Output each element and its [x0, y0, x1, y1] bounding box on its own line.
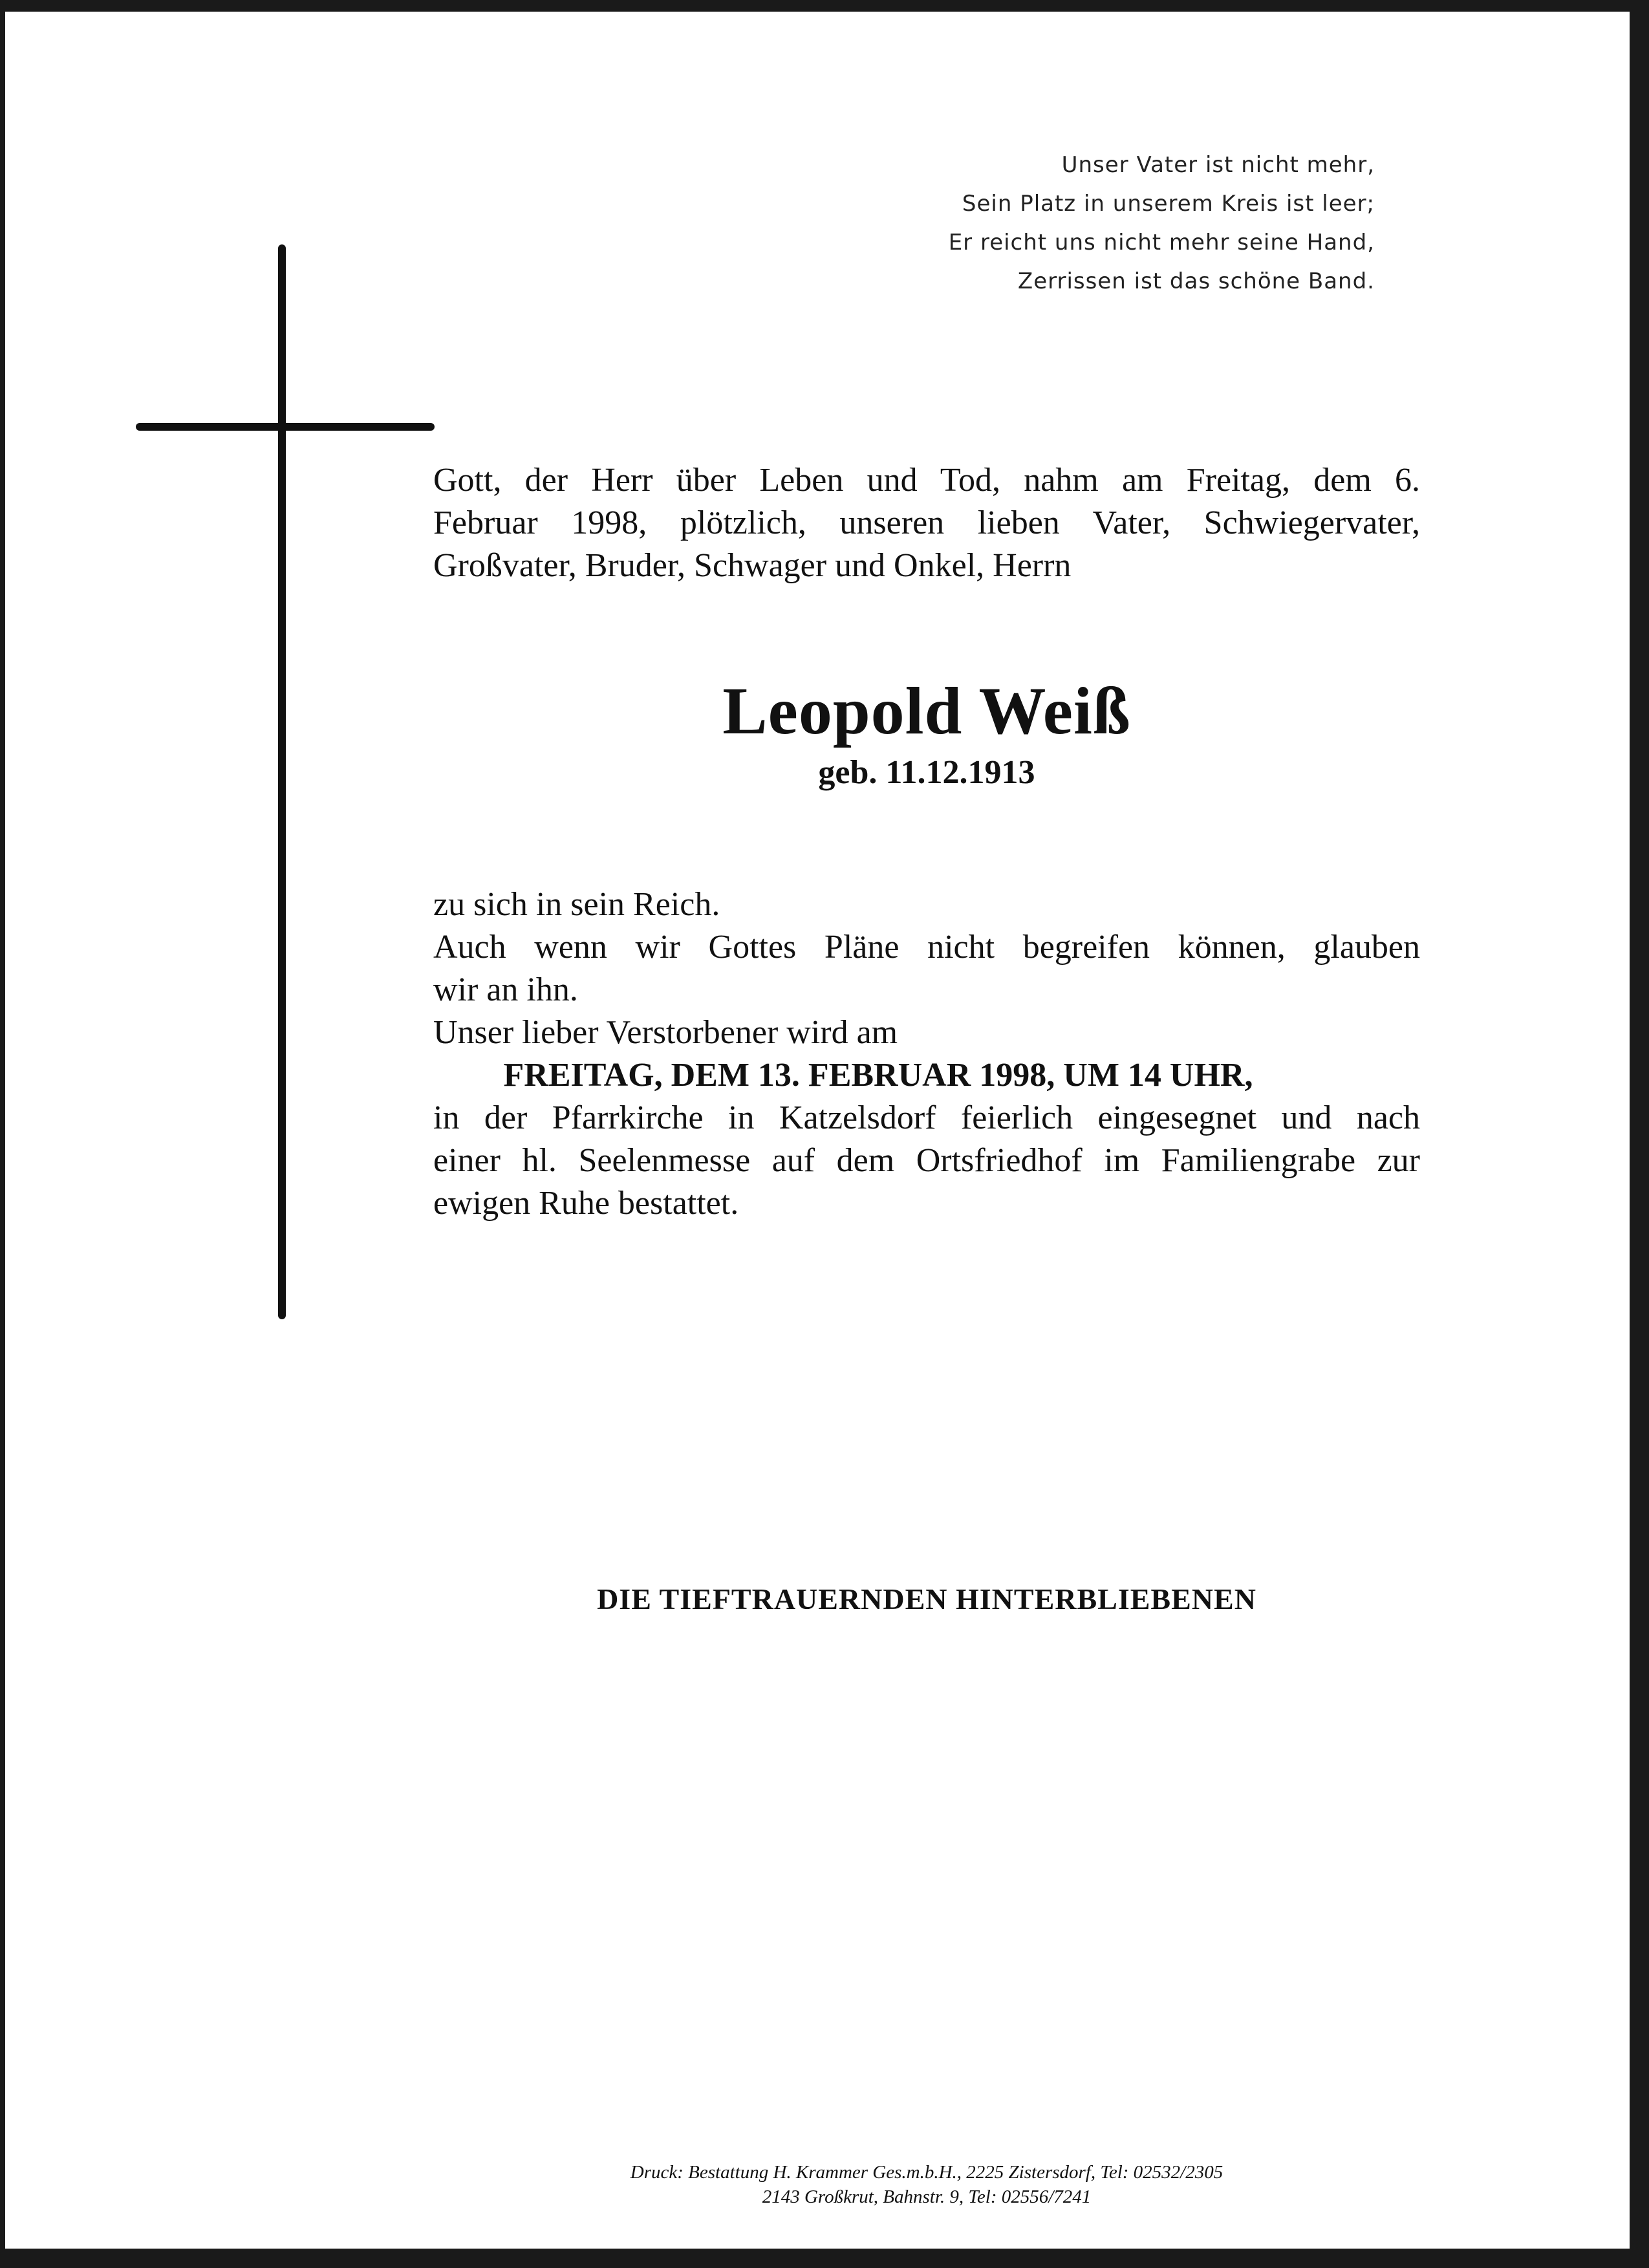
cross-vertical-bar [278, 244, 286, 1319]
printer-imprint [433, 2160, 1420, 2209]
death-announcement [433, 459, 1420, 587]
poem-line-1: Unser Vater ist nicht mehr, [1061, 152, 1375, 178]
poem-line-3: Er reicht uns nicht mehr seine Hand, [948, 230, 1375, 255]
funeral-line-2: Auch wenn wir Gottes Pläne nicht begreifen können, glauben [433, 929, 1420, 966]
announcement-line-1: Gott, der Herr über Leben und Tod, nahm am Freitag, dem 6. [433, 462, 1420, 499]
funeral-date-time: FREITAG, DEM 13. FEBRUAR 1998, UM 14 UHR, [503, 1057, 1253, 1094]
mourners-signature: DIE TIEFTRAUERNDEN HINTERBLIEBENEN [597, 1582, 1256, 1615]
deceased-block [433, 673, 1420, 795]
scan-border-left [0, 0, 5, 2268]
poem-line-2: Sein Platz in unserem Kreis ist leer; [962, 191, 1375, 217]
funeral-line-5: in der Pfarrkirche in Katzelsdorf feierlich eingesegnet und nach [433, 1099, 1420, 1136]
printer-line-2: 2143 Großkrut, Bahnstr. 9, Tel: 02556/7241 [762, 2187, 1092, 2207]
cross-horizontal-bar [136, 423, 435, 431]
funeral-line-7: ewigen Ruhe bestattet. [433, 1185, 739, 1222]
funeral-line-4: Unser lieber Verstorbener wird am [433, 1014, 898, 1051]
deceased-name: Leopold Weiß [722, 674, 1131, 748]
scan-border-right [1630, 0, 1649, 2268]
scan-border-top [0, 0, 1649, 12]
funeral-line-3: wir an ihn. [433, 971, 578, 1008]
funeral-line-6: einer hl. Seelenmesse auf dem Ortsfriedhof im Familiengrabe zur [433, 1142, 1420, 1179]
memorial-poem [793, 146, 1375, 301]
funeral-line-1: zu sich in sein Reich. [433, 886, 720, 923]
poem-line-4: Zerrissen ist das schöne Band. [1017, 268, 1375, 294]
announcement-line-2: Februar 1998, plötzlich, unseren lieben Vater, Schwiegervater, [433, 504, 1420, 541]
birth-date: geb. 11.12.1913 [818, 754, 1035, 791]
funeral-details [433, 883, 1420, 1225]
announcement-line-3: Großvater, Bruder, Schwager und Onkel, Herrn [433, 547, 1072, 584]
scan-border-bottom [0, 2249, 1649, 2268]
printer-line-1: Druck: Bestattung H. Krammer Ges.m.b.H., 2225 Zistersdorf, Tel: 02532/2305 [630, 2162, 1223, 2183]
